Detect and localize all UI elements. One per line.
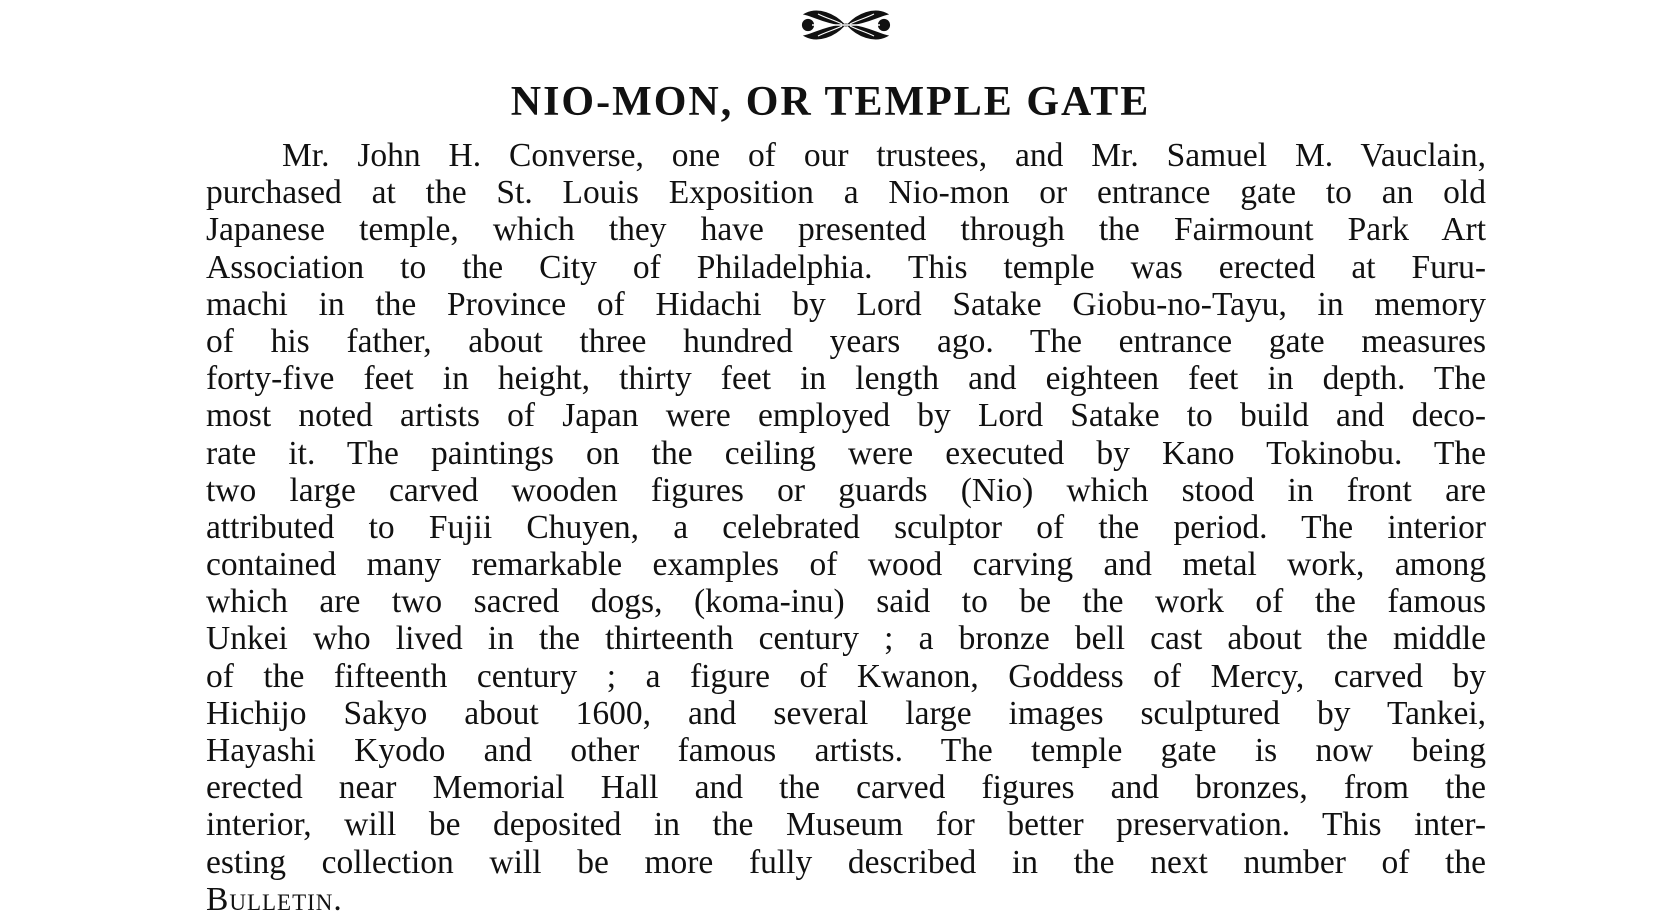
text-line: Association to the City of Philadelphia. This temple was erected at Furu- [206, 248, 1486, 286]
text-line: rate it. The paintings on the ceiling were executed by Kano Tokinobu. The [206, 434, 1486, 472]
leaf-fleuron-icon [798, 0, 894, 50]
bulletin-reference: Bulletin. [206, 880, 343, 918]
text-line: erected near Memorial Hall and the carved figures and bronzes, from the [206, 769, 1486, 807]
text-line: forty-five feet in height, thirty feet in length and eighteen feet in depth. The [206, 360, 1486, 398]
text-line: esting collection will be more fully described in the next number of the [206, 843, 1486, 881]
text-line: purchased at the St. Louis Exposition a Nio-mon or entrance gate to an old [206, 174, 1486, 212]
page-title: NIO-MON, OR TEMPLE GATE [510, 79, 1151, 125]
text-line: of the fifteenth century ; a figure of Kwanon, Goddess of Mercy, carved by [206, 657, 1486, 695]
text-line: contained many remarkable examples of wood carving and metal work, among [206, 546, 1486, 584]
text-line: interior, will be deposited in the Museum for better preservation. This inter- [206, 806, 1486, 844]
text-line: attributed to Fujii Chuyen, a celebrated sculptor of the period. The interior [206, 508, 1486, 546]
text-line: Hayashi Kyodo and other famous artists. The temple gate is now being [206, 732, 1486, 769]
text-line: of his father, about three hundred years ago. The entrance gate measures [206, 322, 1486, 360]
text-line: machi in the Province of Hidachi by Lord Satake Giobu-no-Tayu, in memory [206, 285, 1486, 323]
text-line: which are two sacred dogs, (koma-inu) said to be the work of the famous [206, 583, 1486, 621]
text-line: Mr. John H. Converse, one of our trustees, and Mr. Samuel M. Vauclain, [282, 137, 1486, 174]
article-body [206, 137, 1486, 918]
text-line: most noted artists of Japan were employed by Lord Satake to build and deco- [206, 397, 1486, 435]
text-line: Unkei who lived in the thirteenth century ; a bronze bell cast about the middle [206, 620, 1486, 658]
text-line: Hichijo Sakyo about 1600, and several large images sculptured by Tankei, [206, 694, 1486, 732]
text-line: Japanese temple, which they have presented through the Fairmount Park Art [206, 211, 1486, 249]
text-line: two large carved wooden figures or guards (Nio) which stood in front are [206, 471, 1486, 509]
